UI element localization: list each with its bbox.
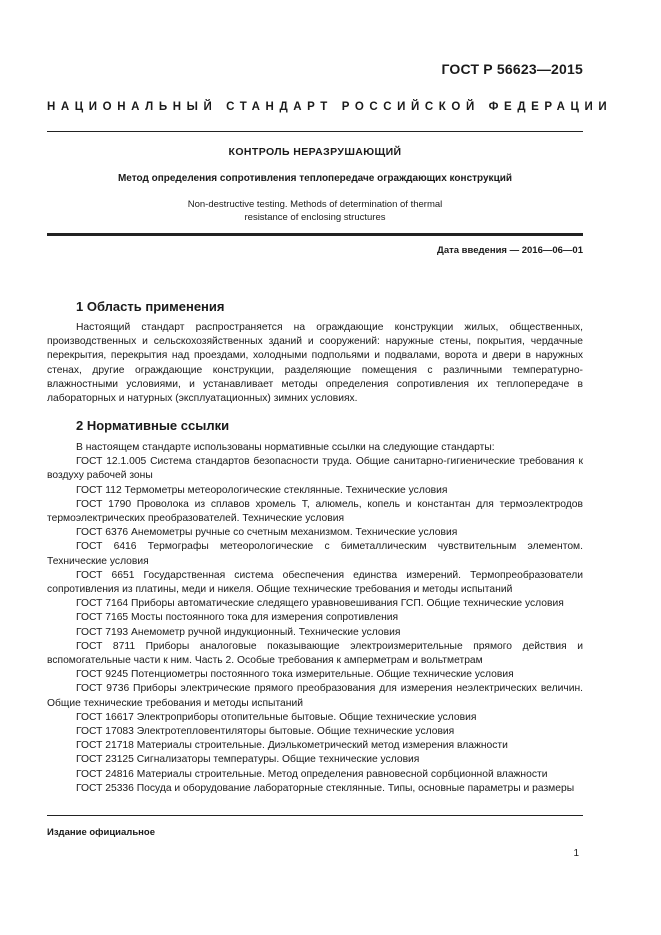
english-title-line-2: resistance of enclosing structures [244, 211, 386, 223]
reference-item: ГОСТ 16617 Электроприборы отопительные бытовые. Общие технические условия [76, 711, 477, 723]
document-code: ГОСТ Р 56623—2015 [441, 61, 583, 77]
reference-item: ГОСТ 6416 Термографы метеорологические с биметаллическим чувствительным элементом. Технические условия [47, 541, 583, 567]
reference-item: ГОСТ 17083 Электротепловентиляторы бытовые. Общие технические условия [76, 726, 455, 738]
reference-item: ГОСТ 7164 Приборы автоматические следящего уравновешивания ГСП. Общие технические условия [76, 598, 564, 610]
section-1-heading: 1 Область применения [76, 299, 225, 314]
reference-item: В настоящем стандарте использованы нормативные ссылки на следующие стандарты: [76, 442, 495, 453]
section-2-heading: 2 Нормативные ссылки [76, 418, 230, 433]
section-2-body [47, 441, 583, 796]
standard-title: КОНТРОЛЬ НЕРАЗРУШАЮЩИЙ [228, 146, 402, 158]
reference-item: ГОСТ 6651 Государственная система обеспечения единства измерений. Термопреобразователи сопротивления из платины, меди и никеля. Общие технические требования и методы испытаний [47, 569, 583, 596]
page-number: 1 [573, 848, 579, 859]
reference-item: ГОСТ 9736 Приборы электрические прямого преобразования для измерения неэлектрических величин. Общие технические требования и методы испытаний [47, 683, 583, 709]
reference-item: ГОСТ 7193 Анемометр ручной индукционный. Технические условия [76, 626, 401, 638]
reference-item: ГОСТ 6376 Анемометры ручные со счетным механизмом. Технические условия [76, 527, 458, 539]
title-divider [47, 233, 583, 236]
reference-item: ГОСТ 8711 Приборы аналоговые показывающие электроизмерительные прямого действия и вспомогательные части к ним. Часть 2. Особые требования к амперметрам и вольтметрам [47, 640, 583, 667]
standard-subtitle: Метод определения сопротивления теплопередаче ограждающих конструкций [117, 173, 513, 184]
english-title [47, 199, 583, 224]
national-standard-banner: НАЦИОНАЛЬНЫЙ СТАНДАРТ РОССИЙСКОЙ ФЕДЕРАЦИИ [47, 101, 613, 113]
reference-item: ГОСТ 112 Термометры метеорологические стеклянные. Технические условия [76, 484, 448, 496]
reference-item: ГОСТ 21718 Материалы строительные. Диэлькометрический метод измерения влажности [76, 740, 508, 752]
reference-item: ГОСТ 23125 Сигнализаторы температуры. Общие технические условия [76, 754, 420, 766]
reference-item: ГОСТ 24816 Материалы строительные. Метод определения равновесной сорбционной влажности [76, 768, 548, 780]
reference-item: ГОСТ 25336 Посуда и оборудование лабораторные стеклянные. Типы, основные параметры и размеры [76, 782, 575, 794]
reference-item: ГОСТ 12.1.005 Система стандартов безопасности труда. Общие санитарно-гигиенические требования к воздуху рабочей зоны [47, 456, 583, 482]
section-1-paragraph: Настоящий стандарт распространяется на ограждающие конструкции жилых, общественных, производственных и сельскохозяйственных зданий и сооружений: наружные стены, покрытия, чердачные перекрытия, перекрытия над проездами, холодными подпольями и подвалами, ворота и двери в наружных стенах, другие ограждающие конструкции, разделяющие помещения с различными температурно-влажностными условиями, и устанавливает методы определения сопротивления их теплопередаче в лабораторных и натурных (эксплуатационных) зимних условиях. [47, 322, 583, 405]
reference-item: ГОСТ 7165 Мосты постоянного тока для измерения сопротивления [76, 612, 399, 624]
english-title-line-1: Non-destructive testing. Methods of determination of thermal [187, 199, 443, 210]
header-divider [47, 131, 583, 132]
introduction-date: Дата введения — 2016—06—01 [437, 245, 583, 256]
reference-item: ГОСТ 1790 Проволока из сплавов хромель Т, алюмель, копель и константан для термоэлектродов термоэлектрических преобразователей. Технические условия [47, 498, 583, 525]
reference-item: ГОСТ 9245 Потенциометры постоянного тока измерительные. Общие технические условия [76, 669, 514, 681]
edition-label: Издание официальное [47, 827, 155, 838]
footer-divider [47, 815, 583, 816]
section-1-body [47, 321, 583, 406]
